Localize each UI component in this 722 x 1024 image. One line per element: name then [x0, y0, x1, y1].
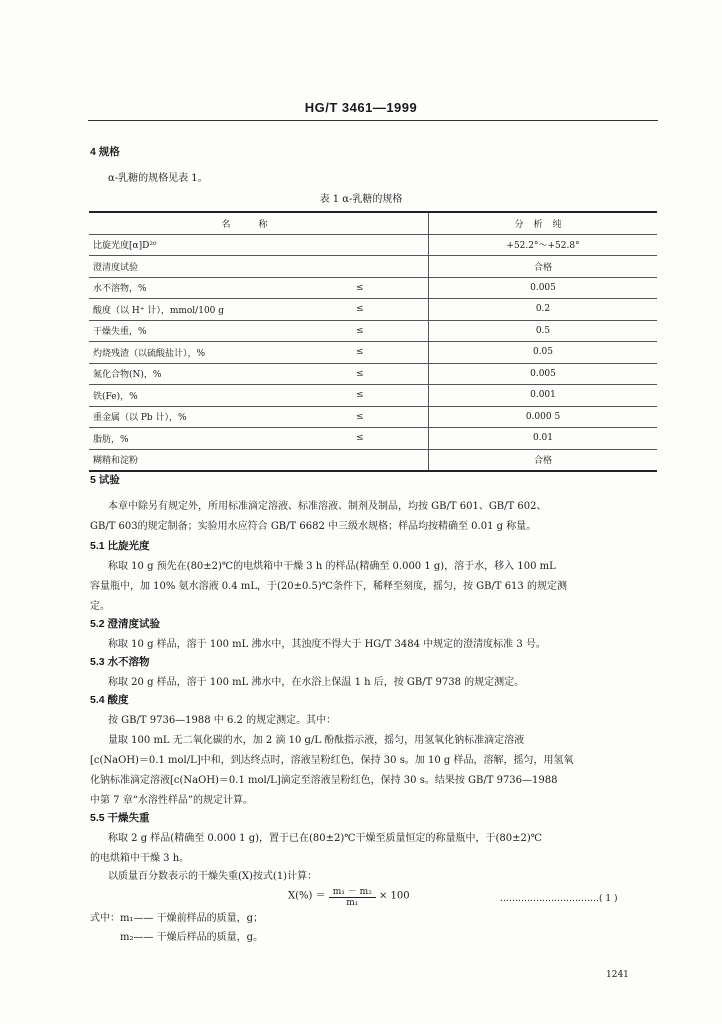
s55-heading: 5.5 干燥失重 — [90, 812, 150, 824]
table-row — [89, 428, 657, 450]
section-5-heading: 5 试验 — [90, 474, 120, 486]
row-symbol: ≤ — [352, 342, 429, 364]
row-value: 0.01 — [429, 428, 658, 450]
table-caption: 表 1 α-乳糖的规格 — [319, 194, 403, 205]
formula-number: ……………………………( 1 ) — [500, 894, 618, 904]
table-row — [89, 385, 657, 407]
row-value: 0.05 — [429, 342, 658, 364]
formula-lhs: X(%) ＝ — [288, 890, 326, 902]
row-symbol: ≤ — [352, 406, 429, 428]
col-name-header: 名称 — [89, 212, 429, 234]
section-5-intro-2: GB/T 603的规定制备；实验用水应符合 GB/T 6682 中三级水规格；样品均按精确至 0.01 g 称量。 — [90, 521, 537, 532]
formula-denominator: m₁ — [346, 898, 359, 908]
row-value: 合格 — [429, 449, 658, 471]
row-name: 重金属（以 Pb 计），% — [89, 406, 352, 428]
row-name: 氮化合物(N)，% — [89, 363, 352, 385]
s52-line-1: 称取 10 g 样品，溶于 100 mL 沸水中，其浊度不得大于 HG/T 3484 中规定的澄清度标准 3 号。 — [108, 639, 546, 650]
row-name: 水不溶物，% — [89, 277, 352, 299]
row-symbol: ≤ — [352, 428, 429, 450]
s54-line-4: 化钠标准滴定溶液[c(NaOH)＝0.1 mol/L]滴定至溶液呈粉红色，保持 30 s。结果按 GB/T 9736—1988 — [90, 775, 558, 786]
spec-table — [89, 211, 657, 472]
where-line-1: 式中：m₁—— 干燥前样品的质量，g； — [90, 913, 264, 924]
table-row — [89, 449, 657, 471]
table-row — [89, 234, 657, 256]
formula-numerator: m₁ － m₂ — [329, 884, 376, 898]
row-symbol — [352, 256, 429, 278]
where-line-2: m₂—— 干燥后样品的质量，g。 — [120, 932, 264, 943]
section-4-heading: 4 规格 — [90, 146, 120, 158]
row-value: 0.5 — [429, 320, 658, 342]
row-value: 0.001 — [429, 385, 658, 407]
section-4-intro: α-乳糖的规格见表 1。 — [108, 173, 208, 184]
row-name: 比旋光度[α]D²⁰ — [89, 234, 352, 256]
row-value: 0.2 — [429, 299, 658, 321]
table-header-row — [89, 212, 657, 234]
table-row — [89, 342, 657, 364]
table-row — [89, 299, 657, 321]
row-name: 脂肪，% — [89, 428, 352, 450]
row-symbol: ≤ — [352, 277, 429, 299]
s55-line-2: 的电烘箱中干燥 3 h。 — [90, 853, 190, 864]
s54-line-3: [c(NaOH)＝0.1 mol/L]中和，到达终点时，溶液呈粉红色，保持 30 s。加 10 g 样品，溶解，摇匀，用氢氧 — [90, 755, 574, 766]
s51-line-1: 称取 10 g 预先在(80±2)℃的电烘箱中干燥 3 h 的样品(精确至 0.000 1 g)，溶于水，移入 100 mL — [108, 561, 556, 572]
s53-heading: 5.3 水不溶物 — [90, 656, 150, 668]
row-symbol: ≤ — [352, 299, 429, 321]
row-symbol: ≤ — [352, 363, 429, 385]
formula-rhs: × 100 — [379, 890, 410, 902]
formula-fraction — [329, 884, 376, 908]
row-value: 0.005 — [429, 363, 658, 385]
s55-line-3: 以质量百分数表示的干燥失重(X)按式(1)计算： — [108, 871, 318, 882]
s54-line-1: 按 GB/T 9736—1988 中 6.2 的规定测定。其中： — [108, 715, 337, 726]
row-value: 0.000 5 — [429, 406, 658, 428]
row-name: 澄清度试验 — [89, 256, 352, 278]
table-row — [89, 363, 657, 385]
standard-header: HG/T 3461—1999 — [304, 100, 418, 115]
row-name: 酸度（以 H⁺ 计），mmol/100 g — [89, 299, 352, 321]
s51-heading: 5.1 比旋光度 — [90, 540, 150, 552]
table-row — [89, 320, 657, 342]
table-row — [89, 277, 657, 299]
section-5-intro-1: 本章中除另有规定外，所用标准滴定溶液、标准溶液、制剂及制品，均按 GB/T 601、GB/T 602、 — [108, 501, 547, 512]
row-symbol — [352, 449, 429, 471]
s54-line-2: 量取 100 mL 无二氧化碳的水，加 2 滴 10 g/L 酚酞指示液，摇匀，用氢氧化钠标准滴定溶液 — [108, 735, 525, 746]
row-name: 灼烧残渣（以硫酸盐计），% — [89, 342, 352, 364]
row-symbol: ≤ — [352, 385, 429, 407]
row-symbol: ≤ — [352, 320, 429, 342]
table-row — [89, 256, 657, 278]
s52-heading: 5.2 澄清度试验 — [90, 618, 161, 630]
row-symbol — [352, 234, 429, 256]
formula-1 — [288, 884, 410, 908]
row-name: 干燥失重，% — [89, 320, 352, 342]
s54-heading: 5.4 酸度 — [90, 694, 129, 706]
s55-line-1: 称取 2 g 样品(精确至 0.000 1 g)，置于已在(80±2)℃干燥至质量恒定的称量瓶中，于(80±2)℃ — [108, 833, 542, 844]
s53-line-1: 称取 20 g 样品，溶于 100 mL 沸水中，在水浴上保温 1 h 后，按 GB/T 9738 的规定测定。 — [108, 677, 525, 688]
row-name: 糊精和淀粉 — [89, 449, 352, 471]
col-value-header: 分析纯 — [429, 212, 658, 234]
s54-line-5: 中第 7 章“水溶性样品”的规定计算。 — [90, 795, 253, 806]
page-number: 1241 — [606, 970, 629, 980]
table-row — [89, 406, 657, 428]
row-value: +52.2°～+52.8° — [429, 234, 658, 256]
header-rule — [88, 120, 658, 121]
row-value: 0.005 — [429, 277, 658, 299]
row-name: 铁(Fe)，% — [89, 385, 352, 407]
row-value: 合格 — [429, 256, 658, 278]
s51-line-3: 定。 — [90, 601, 110, 612]
s51-line-2: 容量瓶中，加 10% 氨水溶液 0.4 mL，于(20±0.5)℃条件下，稀释至刻度，摇匀，按 GB/T 613 的规定测 — [90, 581, 567, 592]
